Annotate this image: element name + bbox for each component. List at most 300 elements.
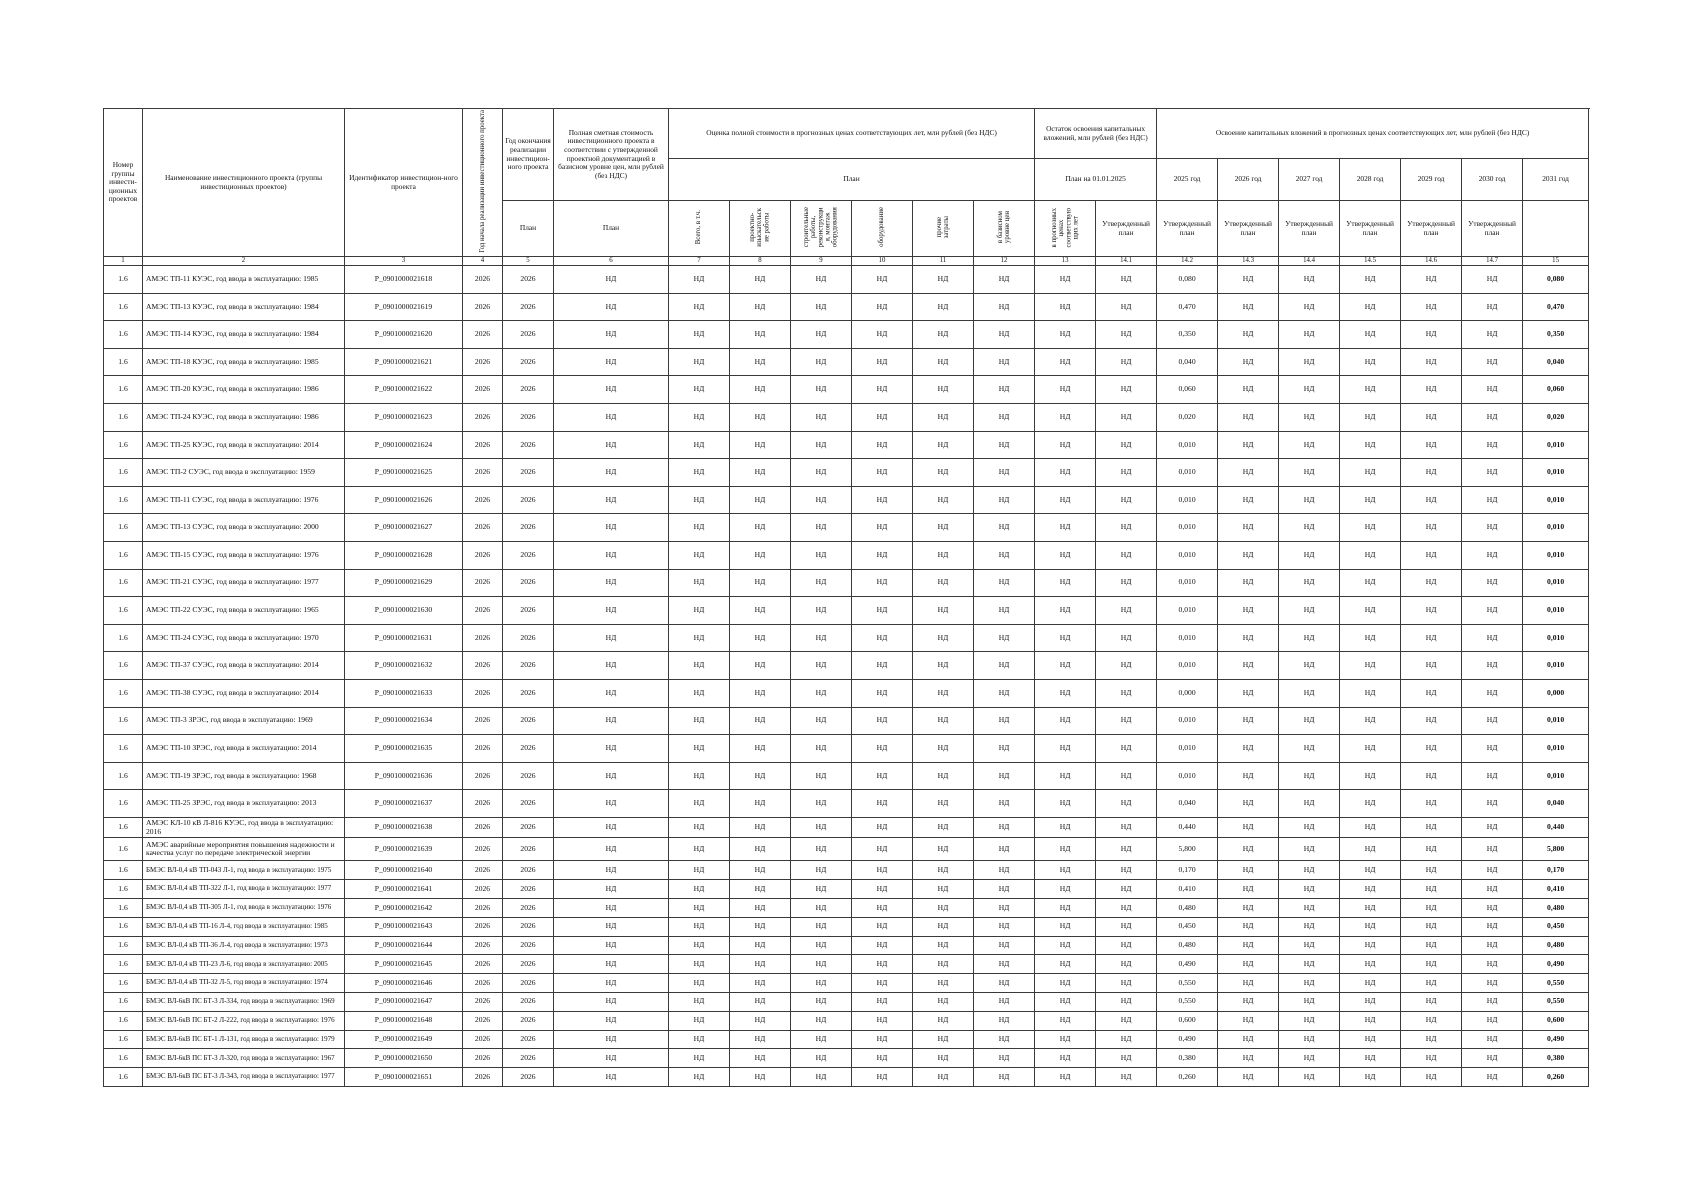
nd-cell: НД (852, 707, 913, 735)
table-row (104, 597, 1589, 625)
nd-cell: НД (1218, 624, 1279, 652)
nd-cell: НД (1279, 569, 1340, 597)
nd-cell: НД (1401, 652, 1462, 680)
nd-cell: НД (554, 1030, 669, 1049)
group-cell: 1.6 (104, 569, 143, 597)
nd-cell: НД (1340, 936, 1401, 955)
header-plan-col5: План (503, 201, 554, 257)
project-id-cell: P_0901000021634 (345, 707, 463, 735)
nd-cell: НД (852, 569, 913, 597)
nd-cell: НД (1035, 403, 1096, 431)
nd-cell: НД (1340, 569, 1401, 597)
nd-cell: НД (791, 652, 852, 680)
end-year-cell: 2026 (503, 955, 554, 974)
nd-cell: НД (852, 861, 913, 880)
nd-cell: НД (554, 936, 669, 955)
nd-cell: НД (1096, 348, 1157, 376)
nd-cell: НД (1462, 541, 1523, 569)
nd-cell: НД (913, 1068, 974, 1087)
nd-cell: НД (1096, 652, 1157, 680)
nd-cell: НД (1279, 1049, 1340, 1068)
nd-cell: НД (913, 624, 974, 652)
project-id-cell: P_0901000021650 (345, 1049, 463, 1068)
nd-cell: НД (974, 992, 1035, 1011)
nd-cell: НД (1096, 1030, 1157, 1049)
nd-cell: НД (1035, 817, 1096, 838)
total-cell: 0,010 (1523, 514, 1589, 542)
nd-cell: НД (1279, 974, 1340, 993)
nd-cell: НД (852, 974, 913, 993)
nd-cell: НД (974, 955, 1035, 974)
table-row (104, 652, 1589, 680)
nd-cell: НД (1340, 762, 1401, 790)
table-row (104, 817, 1589, 838)
nd-cell: НД (1218, 293, 1279, 321)
nd-cell: НД (974, 1030, 1035, 1049)
header-full-estimate: Полная сметная стоимость инвестиционного проекта в соответствии с утвержденной проектной документацией в базисном уровне цен, млн рублей (без НДС) (554, 109, 669, 201)
nd-cell: НД (669, 861, 730, 880)
group-cell: 1.6 (104, 936, 143, 955)
nd-cell: НД (1279, 486, 1340, 514)
value-2026-cell: 0,000 (1157, 679, 1218, 707)
project-name-cell: АМЭС ТП-14 КУЭС, год ввода в эксплуатацию: 1984 (143, 321, 345, 349)
total-cell: 0,350 (1523, 321, 1589, 349)
project-id-cell: P_0901000021624 (345, 431, 463, 459)
nd-cell: НД (1035, 762, 1096, 790)
group-cell: 1.6 (104, 293, 143, 321)
project-name-cell: БМЭС ВЛ-6кВ ПС БТ-3 Л-334, год ввода в эксплуатацию: 1969 (143, 992, 345, 1011)
nd-cell: НД (1218, 898, 1279, 917)
nd-cell: НД (730, 1068, 791, 1087)
nd-cell: НД (791, 486, 852, 514)
start-year-cell: 2026 (463, 376, 503, 404)
nd-cell: НД (730, 735, 791, 763)
total-cell: 0,010 (1523, 569, 1589, 597)
nd-cell: НД (1401, 917, 1462, 936)
nd-cell: НД (1035, 974, 1096, 993)
value-2026-cell: 0,010 (1157, 569, 1218, 597)
nd-cell: НД (1462, 321, 1523, 349)
start-year-cell: 2026 (463, 597, 503, 625)
group-cell: 1.6 (104, 898, 143, 917)
nd-cell: НД (1462, 1068, 1523, 1087)
nd-cell: НД (1035, 486, 1096, 514)
project-name-cell: БМЭС ВЛ-0,4 кВ ТП-16 Л-4, год ввода в эксплуатацию: 1985 (143, 917, 345, 936)
nd-cell: НД (913, 597, 974, 625)
nd-cell: НД (1279, 624, 1340, 652)
total-cell: 0,010 (1523, 735, 1589, 763)
column-number: 13 (1035, 257, 1096, 266)
nd-cell: НД (1279, 917, 1340, 936)
end-year-cell: 2026 (503, 936, 554, 955)
nd-cell: НД (730, 652, 791, 680)
nd-cell: НД (1218, 861, 1279, 880)
start-year-cell: 2026 (463, 624, 503, 652)
nd-cell: НД (913, 321, 974, 349)
end-year-cell: 2026 (503, 569, 554, 597)
nd-cell: НД (1462, 569, 1523, 597)
start-year-cell: 2026 (463, 880, 503, 899)
total-cell: 0,010 (1523, 541, 1589, 569)
table-row (104, 707, 1589, 735)
nd-cell: НД (1096, 1049, 1157, 1068)
nd-cell: НД (554, 974, 669, 993)
nd-cell: НД (913, 431, 974, 459)
total-cell: 0,010 (1523, 624, 1589, 652)
value-2026-cell: 0,440 (1157, 817, 1218, 838)
total-cell: 0,260 (1523, 1068, 1589, 1087)
nd-cell: НД (1462, 459, 1523, 487)
table-row (104, 624, 1589, 652)
nd-cell: НД (1279, 597, 1340, 625)
nd-cell: НД (1340, 917, 1401, 936)
nd-cell: НД (1218, 541, 1279, 569)
project-id-cell: P_0901000021627 (345, 514, 463, 542)
nd-cell: НД (554, 707, 669, 735)
nd-cell: НД (1462, 266, 1523, 294)
nd-cell: НД (913, 707, 974, 735)
nd-cell: НД (1401, 1011, 1462, 1030)
column-number: 11 (913, 257, 974, 266)
nd-cell: НД (730, 293, 791, 321)
nd-cell: НД (1462, 1030, 1523, 1049)
nd-cell: НД (852, 403, 913, 431)
nd-cell: НД (1462, 735, 1523, 763)
nd-cell: НД (1340, 1049, 1401, 1068)
header-plan-on-date: План на 01.01.2025 (1035, 159, 1157, 201)
header-sub-equipment: оборудование (852, 201, 913, 257)
nd-cell: НД (913, 955, 974, 974)
header-year-2025: 2025 год (1157, 159, 1218, 201)
nd-cell: НД (913, 974, 974, 993)
nd-cell: НД (1401, 1068, 1462, 1087)
nd-cell: НД (1462, 293, 1523, 321)
project-id-cell: P_0901000021628 (345, 541, 463, 569)
nd-cell: НД (1401, 974, 1462, 993)
nd-cell: НД (1279, 1011, 1340, 1030)
project-name-cell: АМЭС аварийные мероприятия повышения надежности и качества услуг по передаче электрической энергии (143, 838, 345, 861)
project-name-cell: БМЭС ВЛ-0,4 кВ ТП-32 Л-5, год ввода в эксплуатацию: 1974 (143, 974, 345, 993)
project-name-cell: АМЭС ТП-38 СУЭС, год ввода в эксплуатацию: 2014 (143, 679, 345, 707)
group-cell: 1.6 (104, 974, 143, 993)
nd-cell: НД (730, 321, 791, 349)
nd-cell: НД (669, 880, 730, 899)
nd-cell: НД (554, 569, 669, 597)
nd-cell: НД (554, 321, 669, 349)
value-2026-cell: 0,410 (1157, 880, 1218, 899)
nd-cell: НД (852, 1068, 913, 1087)
start-year-cell: 2026 (463, 898, 503, 917)
nd-cell: НД (1340, 880, 1401, 899)
value-2026-cell: 0,010 (1157, 735, 1218, 763)
nd-cell: НД (1401, 321, 1462, 349)
nd-cell: НД (1401, 955, 1462, 974)
end-year-cell: 2026 (503, 348, 554, 376)
column-number: 12 (974, 257, 1035, 266)
project-id-cell: P_0901000021643 (345, 917, 463, 936)
table-row (104, 679, 1589, 707)
nd-cell: НД (730, 1030, 791, 1049)
nd-cell: НД (852, 348, 913, 376)
end-year-cell: 2026 (503, 266, 554, 294)
nd-cell: НД (1218, 431, 1279, 459)
nd-cell: НД (1096, 431, 1157, 459)
nd-cell: НД (1096, 936, 1157, 955)
nd-cell: НД (669, 348, 730, 376)
group-cell: 1.6 (104, 431, 143, 459)
table-row (104, 955, 1589, 974)
nd-cell: НД (1096, 838, 1157, 861)
total-cell: 0,380 (1523, 1049, 1589, 1068)
nd-cell: НД (1340, 597, 1401, 625)
group-cell: 1.6 (104, 1011, 143, 1030)
group-cell: 1.6 (104, 403, 143, 431)
nd-cell: НД (554, 1011, 669, 1030)
end-year-cell: 2026 (503, 762, 554, 790)
value-2026-cell: 0,600 (1157, 1011, 1218, 1030)
header-sub-total: Всего, в т.ч. (669, 201, 730, 257)
nd-cell: НД (974, 936, 1035, 955)
header-sub-other: прочие затраты (913, 201, 974, 257)
nd-cell: НД (852, 1049, 913, 1068)
nd-cell: НД (974, 735, 1035, 763)
project-id-cell: P_0901000021646 (345, 974, 463, 993)
column-number: 6 (554, 257, 669, 266)
nd-cell: НД (1340, 376, 1401, 404)
nd-cell: НД (1340, 403, 1401, 431)
table-row (104, 459, 1589, 487)
nd-cell: НД (974, 514, 1035, 542)
total-cell: 0,480 (1523, 898, 1589, 917)
header-approved-2029: Утвержденный план (1340, 201, 1401, 257)
column-number: 14.2 (1157, 257, 1218, 266)
nd-cell: НД (669, 679, 730, 707)
nd-cell: НД (913, 569, 974, 597)
nd-cell: НД (791, 1068, 852, 1087)
total-cell: 0,600 (1523, 1011, 1589, 1030)
nd-cell: НД (791, 735, 852, 763)
nd-cell: НД (1035, 321, 1096, 349)
nd-cell: НД (791, 790, 852, 818)
nd-cell: НД (669, 569, 730, 597)
nd-cell: НД (730, 348, 791, 376)
nd-cell: НД (1401, 486, 1462, 514)
total-cell: 0,440 (1523, 817, 1589, 838)
nd-cell: НД (1096, 992, 1157, 1011)
total-cell: 0,060 (1523, 376, 1589, 404)
nd-cell: НД (554, 597, 669, 625)
group-cell: 1.6 (104, 348, 143, 376)
end-year-cell: 2026 (503, 624, 554, 652)
nd-cell: НД (852, 459, 913, 487)
start-year-cell: 2026 (463, 1030, 503, 1049)
nd-cell: НД (554, 861, 669, 880)
project-id-cell: P_0901000021640 (345, 861, 463, 880)
nd-cell: НД (1462, 431, 1523, 459)
start-year-cell: 2026 (463, 955, 503, 974)
nd-cell: НД (1279, 293, 1340, 321)
nd-cell: НД (974, 880, 1035, 899)
nd-cell: НД (1218, 1068, 1279, 1087)
nd-cell: НД (730, 624, 791, 652)
nd-cell: НД (554, 1068, 669, 1087)
project-name-cell: БМЭС ВЛ-0,4 кВ ТП-305 Л-1, год ввода в эксплуатацию: 1976 (143, 898, 345, 917)
header-start-year: Год начала реализации инвестиционного проекта (463, 109, 503, 257)
total-cell: 0,000 (1523, 679, 1589, 707)
nd-cell: НД (852, 514, 913, 542)
column-number: 14.1 (1096, 257, 1157, 266)
nd-cell: НД (1218, 321, 1279, 349)
value-2026-cell: 0,040 (1157, 790, 1218, 818)
table-row (104, 1049, 1589, 1068)
header-plan: План (669, 159, 1035, 201)
nd-cell: НД (1218, 266, 1279, 294)
total-cell: 0,010 (1523, 597, 1589, 625)
project-name-cell: АМЭС ТП-13 СУЭС, год ввода в эксплуатацию: 2000 (143, 514, 345, 542)
nd-cell: НД (730, 974, 791, 993)
nd-cell: НД (1096, 569, 1157, 597)
table-row (104, 293, 1589, 321)
nd-cell: НД (791, 707, 852, 735)
nd-cell: НД (730, 541, 791, 569)
nd-cell: НД (730, 861, 791, 880)
nd-cell: НД (1035, 861, 1096, 880)
nd-cell: НД (1279, 735, 1340, 763)
project-id-cell: P_0901000021638 (345, 817, 463, 838)
group-cell: 1.6 (104, 735, 143, 763)
table-row (104, 790, 1589, 818)
end-year-cell: 2026 (503, 974, 554, 993)
nd-cell: НД (791, 376, 852, 404)
group-cell: 1.6 (104, 707, 143, 735)
nd-cell: НД (852, 790, 913, 818)
header-approved-2030: Утвержденный план (1401, 201, 1462, 257)
nd-cell: НД (1279, 838, 1340, 861)
project-name-cell: АМЭС ТП-3 ЗРЭС, год ввода в эксплуатацию: 1969 (143, 707, 345, 735)
nd-cell: НД (669, 541, 730, 569)
nd-cell: НД (1340, 679, 1401, 707)
nd-cell: НД (1096, 376, 1157, 404)
nd-cell: НД (669, 624, 730, 652)
nd-cell: НД (791, 880, 852, 899)
nd-cell: НД (730, 1049, 791, 1068)
nd-cell: НД (1218, 707, 1279, 735)
group-cell: 1.6 (104, 679, 143, 707)
nd-cell: НД (1462, 1049, 1523, 1068)
nd-cell: НД (791, 266, 852, 294)
nd-cell: НД (1096, 735, 1157, 763)
total-cell: 0,010 (1523, 431, 1589, 459)
nd-cell: НД (1340, 707, 1401, 735)
nd-cell: НД (730, 597, 791, 625)
nd-cell: НД (1279, 955, 1340, 974)
nd-cell: НД (1035, 514, 1096, 542)
project-id-cell: P_0901000021629 (345, 569, 463, 597)
project-id-cell: P_0901000021632 (345, 652, 463, 680)
nd-cell: НД (1401, 376, 1462, 404)
group-cell: 1.6 (104, 541, 143, 569)
nd-cell: НД (1340, 790, 1401, 818)
value-2026-cell: 0,080 (1157, 266, 1218, 294)
column-numbers-row (104, 257, 1589, 266)
nd-cell: НД (852, 624, 913, 652)
nd-cell: НД (730, 762, 791, 790)
nd-cell: НД (852, 936, 913, 955)
nd-cell: НД (1218, 403, 1279, 431)
project-name-cell: БМЭС ВЛ-0,4 кВ ТП-36 Л-4, год ввода в эксплуатацию: 1973 (143, 936, 345, 955)
nd-cell: НД (1279, 762, 1340, 790)
total-cell: 0,040 (1523, 348, 1589, 376)
nd-cell: НД (1279, 514, 1340, 542)
project-name-cell: БМЭС ВЛ-0,4 кВ ТП-322 Л-1, год ввода в эксплуатацию: 1977 (143, 880, 345, 899)
nd-cell: НД (1096, 541, 1157, 569)
value-2026-cell: 0,480 (1157, 936, 1218, 955)
value-2026-cell: 0,350 (1157, 321, 1218, 349)
value-2026-cell: 0,010 (1157, 514, 1218, 542)
start-year-cell: 2026 (463, 514, 503, 542)
end-year-cell: 2026 (503, 1068, 554, 1087)
nd-cell: НД (669, 1049, 730, 1068)
table-row (104, 917, 1589, 936)
nd-cell: НД (1096, 898, 1157, 917)
nd-cell: НД (1340, 955, 1401, 974)
nd-cell: НД (1279, 541, 1340, 569)
nd-cell: НД (913, 880, 974, 899)
start-year-cell: 2026 (463, 936, 503, 955)
nd-cell: НД (554, 403, 669, 431)
nd-cell: НД (1096, 514, 1157, 542)
nd-cell: НД (852, 955, 913, 974)
nd-cell: НД (730, 880, 791, 899)
header-approved-2031: Утвержденный план (1462, 201, 1523, 257)
nd-cell: НД (1340, 861, 1401, 880)
nd-cell: НД (913, 1030, 974, 1049)
nd-cell: НД (1401, 1049, 1462, 1068)
nd-cell: НД (1218, 1011, 1279, 1030)
nd-cell: НД (974, 838, 1035, 861)
project-name-cell: АМЭС ТП-11 КУЭС, год ввода в эксплуатацию: 1985 (143, 266, 345, 294)
project-id-cell: P_0901000021631 (345, 624, 463, 652)
group-cell: 1.6 (104, 861, 143, 880)
start-year-cell: 2026 (463, 403, 503, 431)
nd-cell: НД (852, 376, 913, 404)
nd-cell: НД (1035, 459, 1096, 487)
nd-cell: НД (1035, 936, 1096, 955)
nd-cell: НД (974, 679, 1035, 707)
nd-cell: НД (730, 917, 791, 936)
group-cell: 1.6 (104, 1049, 143, 1068)
nd-cell: НД (791, 936, 852, 955)
nd-cell: НД (730, 431, 791, 459)
value-2026-cell: 0,170 (1157, 861, 1218, 880)
nd-cell: НД (852, 1011, 913, 1030)
nd-cell: НД (1401, 541, 1462, 569)
nd-cell: НД (1340, 735, 1401, 763)
nd-cell: НД (913, 652, 974, 680)
nd-cell: НД (1401, 762, 1462, 790)
project-name-cell: АМЭС ТП-13 КУЭС, год ввода в эксплуатацию: 1984 (143, 293, 345, 321)
investment-table-sheet (103, 108, 1587, 1087)
nd-cell: НД (1462, 348, 1523, 376)
nd-cell: НД (1401, 838, 1462, 861)
nd-cell: НД (913, 790, 974, 818)
nd-cell: НД (913, 992, 974, 1011)
nd-cell: НД (791, 817, 852, 838)
nd-cell: НД (1462, 838, 1523, 861)
nd-cell: НД (852, 431, 913, 459)
nd-cell: НД (852, 880, 913, 899)
table-row (104, 431, 1589, 459)
